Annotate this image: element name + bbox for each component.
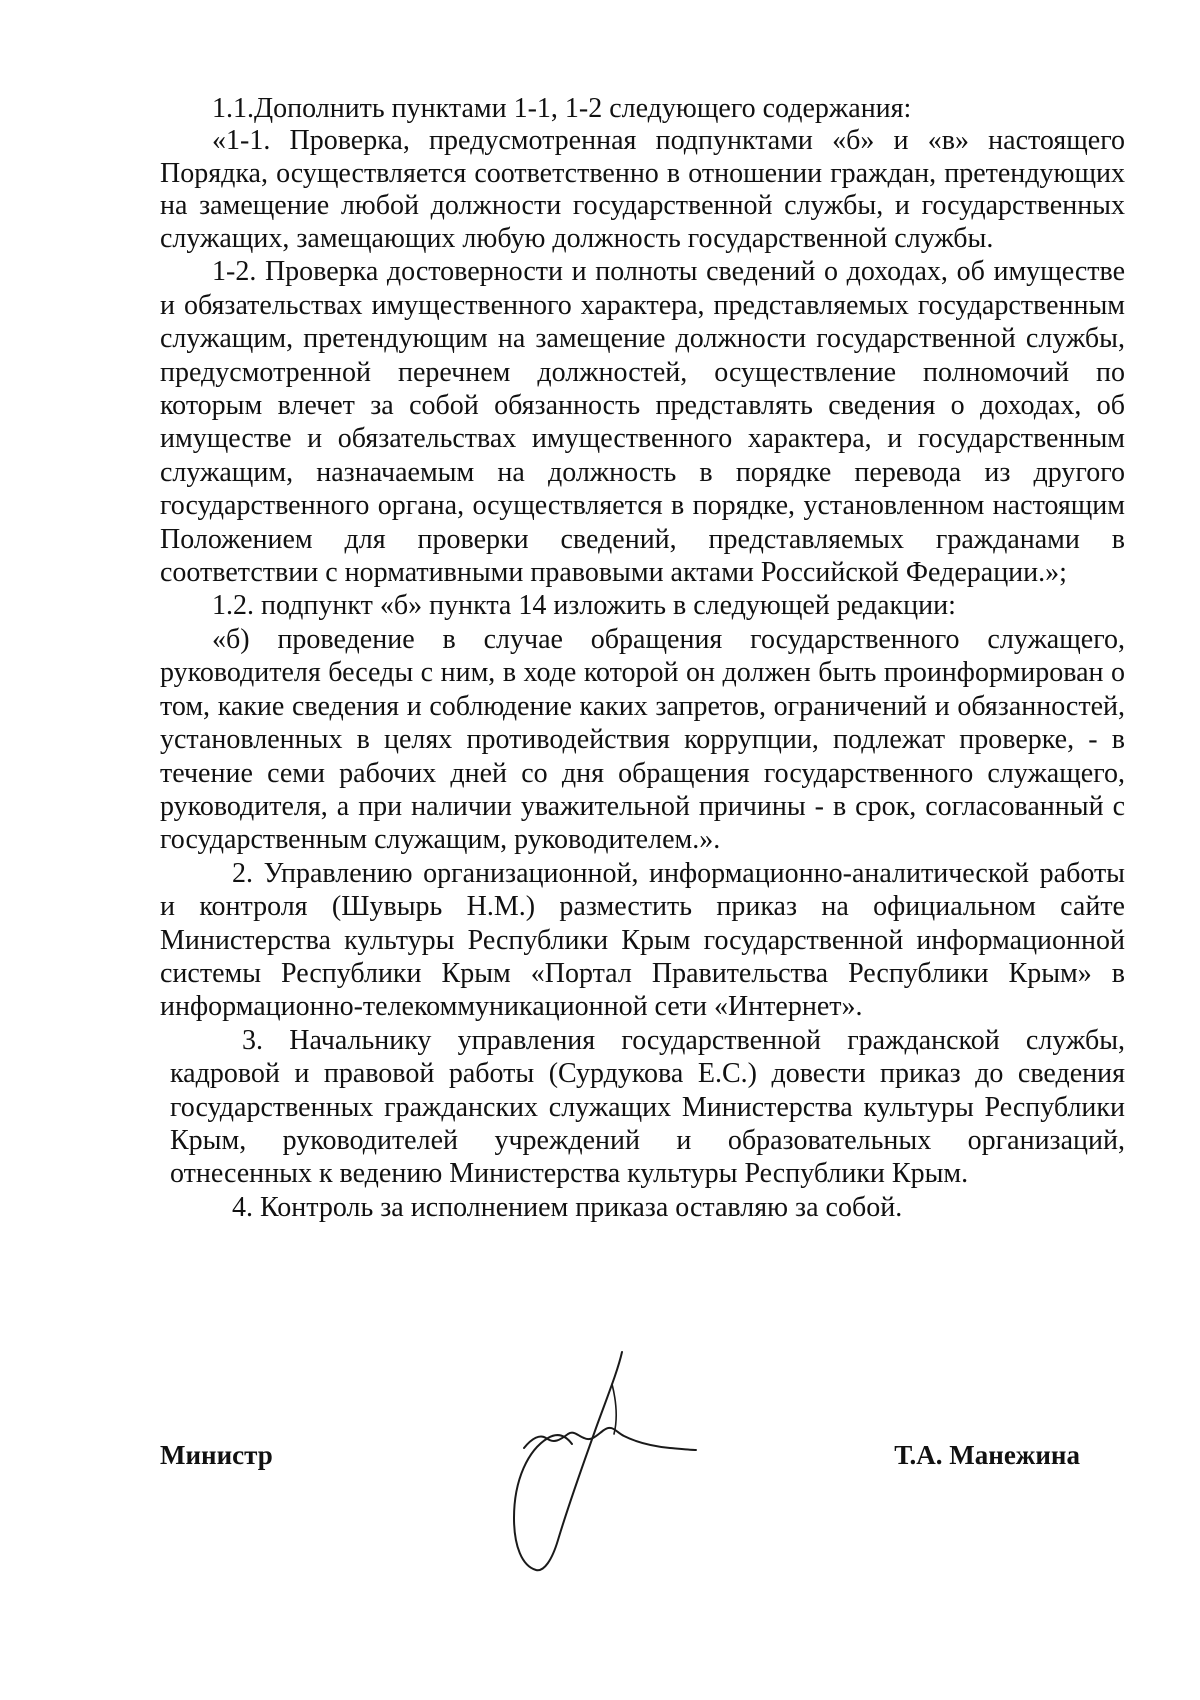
paragraph-1-1: 1.1.Дополнить пунктами 1-1, 1-2 следующего содержания: bbox=[212, 93, 912, 124]
signature-block bbox=[160, 1440, 1080, 1480]
signatory-position: Министр bbox=[160, 1440, 273, 1470]
paragraph-subitem-b: «б) проведение в случае обращения государственного служащего, руководителя беседы с ним, в ходе которой он должен быть проинформирован о том, какие сведения и соблюдение каких запретов, ограничений и обязанностей, установленных в целях противодействия коррупции, подлежат проверке, - в течение семи рабочих дней со дня обращения государственного служащего, руководителя, а при наличии уважительной причины - в срок, согласованный с государственным служащим, руководителем.». bbox=[160, 623, 1125, 856]
paragraph-4: 4. Контроль за исполнением приказа оставляю за собой. bbox=[232, 1191, 903, 1223]
paragraph-2: 2. Управлению организационной, информационно-аналитической работы и контроля (Шувырь Н.М.) разместить приказ на официальном сайте Министерства культуры Республики Крым государственной информационной системы Республики Крым «Портал Правительства Республики Крым» в информационно-телекоммуникационной сети «Интернет». bbox=[160, 857, 1125, 1023]
paragraph-1-2-clause: 1-2. Проверка достоверности и полноты сведений о доходах, об имуществе и обязательствах имущественного характера, представляемых государственным служащим, претендующим на замещение должности государственной службы, предусмотренной перечнем должностей, осуществление полномочий по которым влечет за собой обязанность представлять сведения о доходах, об имуществе и обязательствах имущественного характера, и государственным служащим, назначаемым на должность в порядке перевода из другого государственного органа, осуществляется в порядке, установленном настоящим Положением для проверки сведений, представляемых гражданами в соответствии с нормативными правовыми актами Российской Федерации.»; bbox=[160, 256, 1125, 589]
document-body bbox=[160, 92, 1125, 1224]
paragraph-3: 3. Начальнику управления государственной гражданской службы, кадровой и правовой работы (Сурдукова Е.С.) довести приказ до сведения государственных гражданских служащих Министерства культуры Республики Крым, руководителей учреждений и образовательных организаций, отнесенных к ведению Министерства культуры Республики Крым. bbox=[170, 1024, 1125, 1190]
paragraph-1-2: 1.2. подпункт «б» пункта 14 изложить в следующей редакции: bbox=[212, 590, 956, 622]
paragraph-1-1-clause: «1-1. Проверка, предусмотренная подпунктами «б» и «в» настоящего Порядка, осуществляется соответственно в отношении граждан, претендующих на замещение любой должности государственной службы, и государственных служащих, замещающих любую должность государственной службы. bbox=[160, 125, 1125, 254]
signatory-name: Т.А. Манежина bbox=[894, 1440, 1080, 1470]
